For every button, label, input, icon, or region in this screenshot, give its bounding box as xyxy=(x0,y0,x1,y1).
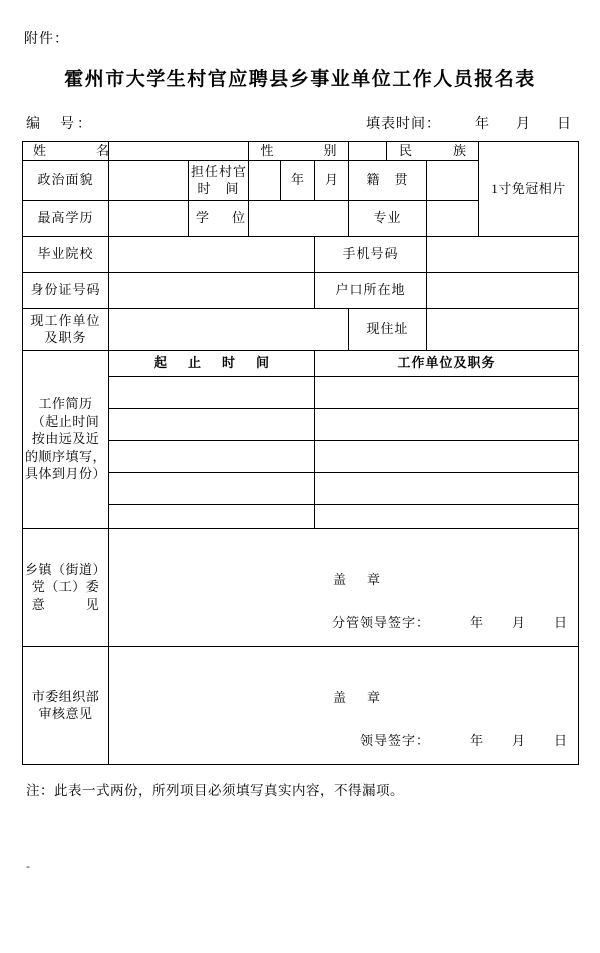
label-village-official-time-line1: 担任村官 xyxy=(191,163,248,179)
label-work-resume-line3: 按由远及近 xyxy=(31,431,100,447)
party-org-signature-line xyxy=(111,732,576,750)
township-sign-year: 年 xyxy=(470,615,485,631)
field-party-org-opinion[interactable] xyxy=(109,646,579,764)
table-row-workplace xyxy=(23,308,579,350)
fill-date-month: 月 xyxy=(516,117,531,132)
township-sign-day: 日 xyxy=(554,615,569,631)
field-degree[interactable] xyxy=(249,200,349,236)
field-resume-period-4[interactable] xyxy=(109,472,315,504)
field-resume-unit-3[interactable] xyxy=(315,440,579,472)
label-work-resume-line5: 具体到月份） xyxy=(25,466,107,482)
footer-mark: - xyxy=(26,858,30,873)
serial-number-label: 编 号： xyxy=(26,117,94,132)
field-political-status[interactable] xyxy=(109,160,189,200)
field-name[interactable] xyxy=(109,142,249,161)
table-row-party-org-opinion xyxy=(23,646,579,764)
table-row-name xyxy=(23,142,579,161)
field-resume-period-1[interactable] xyxy=(109,376,315,408)
label-work-resume-line1: 工作简历 xyxy=(38,396,93,412)
fill-date-label: 填表时间： xyxy=(366,117,441,132)
party-org-seal-label: 盖 章 xyxy=(333,689,385,705)
table-row-id xyxy=(23,272,579,308)
header-resume-unit: 工作单位及职务 xyxy=(315,350,579,376)
fill-date-group xyxy=(366,113,572,133)
table-row-resume-header xyxy=(23,350,579,376)
label-party-org-opinion-line1: 市委组织部 xyxy=(31,688,100,704)
label-township-opinion xyxy=(23,528,109,646)
field-gender[interactable] xyxy=(349,142,387,161)
label-current-address: 现住址 xyxy=(349,308,427,350)
field-resume-period-5[interactable] xyxy=(109,504,315,528)
field-education[interactable] xyxy=(109,200,189,236)
field-school[interactable] xyxy=(109,236,315,272)
label-degree: 学 位 xyxy=(189,200,249,236)
township-seal-label: 盖 章 xyxy=(333,571,385,587)
field-resume-unit-1[interactable] xyxy=(315,376,579,408)
field-resume-unit-5[interactable] xyxy=(315,504,579,528)
field-native-place[interactable] xyxy=(427,160,479,200)
township-sign-month: 月 xyxy=(512,615,527,631)
township-signature-line xyxy=(111,614,576,632)
label-gender: 性 别 xyxy=(249,142,349,161)
field-major[interactable] xyxy=(427,200,479,236)
label-id-number: 身份证号码 xyxy=(23,272,109,308)
meta-row xyxy=(22,113,578,133)
field-resume-period-2[interactable] xyxy=(109,408,315,440)
label-nation: 民 族 xyxy=(387,142,479,161)
table-row-township-opinion xyxy=(23,528,579,646)
label-workplace-line2: 及职务 xyxy=(44,330,87,346)
label-residence: 户口所在地 xyxy=(315,272,427,308)
label-workplace-line1: 现工作单位 xyxy=(30,312,101,328)
field-workplace[interactable] xyxy=(109,308,349,350)
registration-form-table xyxy=(22,141,579,765)
label-work-resume xyxy=(23,350,109,528)
party-org-sign-month: 月 xyxy=(512,733,527,749)
field-residence[interactable] xyxy=(427,272,579,308)
label-township-opinion-line1: 乡镇（街道） xyxy=(25,561,107,577)
document-page xyxy=(0,28,600,953)
party-org-sign-year: 年 xyxy=(470,733,485,749)
fill-date-year: 年 xyxy=(475,117,490,132)
label-vo-year: 年 xyxy=(281,160,315,200)
label-major: 专业 xyxy=(349,200,427,236)
label-party-org-opinion xyxy=(23,646,109,764)
party-org-signature-label: 领导签字： xyxy=(359,733,430,749)
label-township-opinion-line2: 党（工）委 xyxy=(31,579,100,595)
label-school: 毕业院校 xyxy=(23,236,109,272)
label-phone: 手机号码 xyxy=(315,236,427,272)
label-village-official-time xyxy=(189,160,249,200)
field-resume-period-3[interactable] xyxy=(109,440,315,472)
page-title: 霍州市大学生村官应聘县乡事业单位工作人员报名表 xyxy=(64,69,536,90)
party-org-sign-day: 日 xyxy=(554,733,569,749)
field-resume-unit-2[interactable] xyxy=(315,408,579,440)
field-phone[interactable] xyxy=(427,236,579,272)
field-id-number[interactable] xyxy=(109,272,315,308)
label-vo-month: 月 xyxy=(315,160,349,200)
fill-date-day: 日 xyxy=(557,117,572,132)
township-signature-label: 分管领导签字： xyxy=(331,615,430,631)
table-row-school xyxy=(23,236,579,272)
label-work-resume-line4: 的顺序填写， xyxy=(25,448,107,464)
field-vo-year-value[interactable] xyxy=(249,160,281,200)
label-party-org-opinion-line2: 审核意见 xyxy=(38,706,93,722)
attachment-label: 附件： xyxy=(24,32,69,47)
label-native-place: 籍 贯 xyxy=(349,160,427,200)
label-village-official-time-line2: 时 间 xyxy=(197,181,240,197)
label-township-opinion-line3: 意 见 xyxy=(31,596,100,612)
label-work-resume-line2: （起止时间 xyxy=(31,413,100,429)
field-current-address[interactable] xyxy=(427,308,579,350)
label-workplace xyxy=(23,308,109,350)
field-township-opinion[interactable] xyxy=(109,528,579,646)
field-resume-unit-4[interactable] xyxy=(315,472,579,504)
label-education: 最高学历 xyxy=(23,200,109,236)
form-note: 注：此表一式两份，所列项目必须填写真实内容，不得漏项。 xyxy=(26,782,404,798)
photo-placeholder: 1寸免冠相片 xyxy=(479,142,579,237)
header-resume-period: 起 止 时 间 xyxy=(109,350,315,376)
label-name: 姓 名 xyxy=(23,142,109,161)
label-political-status: 政治面貌 xyxy=(23,160,109,200)
